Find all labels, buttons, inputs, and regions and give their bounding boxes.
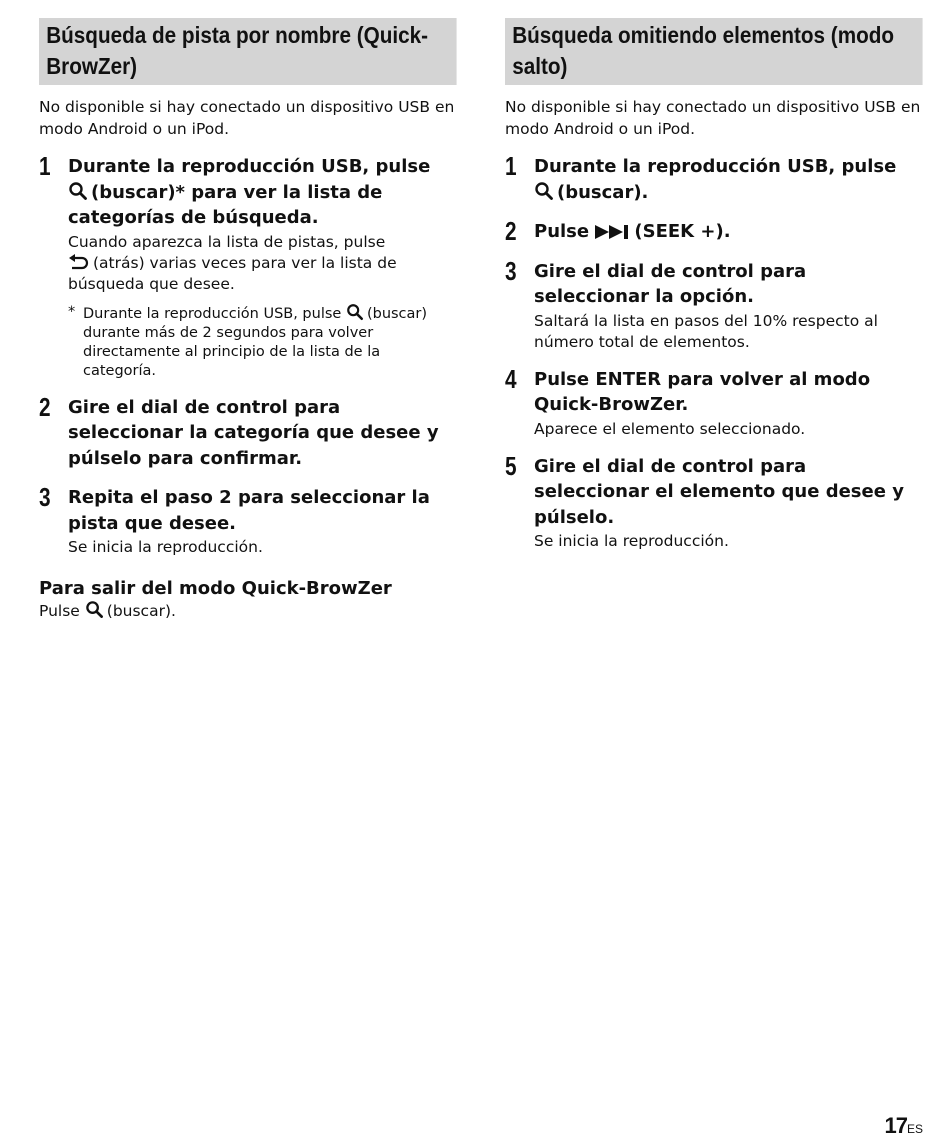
step-3 <box>505 255 923 353</box>
step-title-part: Pulse <box>534 221 590 242</box>
step-title-part: (buscar). <box>557 181 649 203</box>
step-5 <box>505 450 923 553</box>
step-title <box>534 219 923 245</box>
intro-text: No disponible si hay conectado un dispositivo USB en modo Android o un iPod. <box>39 98 455 138</box>
step-title <box>68 154 457 231</box>
step-detail-part: Cuando aparezca la lista de pistas, pulse <box>68 232 386 251</box>
step-number: 2 <box>505 216 517 246</box>
seek-next-icon <box>595 224 631 240</box>
section-heading-skip-mode: Búsqueda omitiendo elementos (modo salto) <box>505 18 923 85</box>
step-detail: Saltará la lista en pasos del 10% respecto al número total de elementos. <box>534 311 878 351</box>
step-4 <box>505 363 923 440</box>
step-title-part: (buscar)* para ver la lista de categorías de búsqueda. <box>68 181 383 228</box>
step-3 <box>39 482 457 558</box>
step-number: 1 <box>505 151 517 181</box>
step-detail: Aparece el elemento seleccionado. <box>534 419 806 438</box>
search-icon <box>68 181 88 201</box>
step-title-part: Durante la reproducción USB, pulse <box>534 156 897 177</box>
right-column <box>505 18 923 552</box>
step-detail: Se inicia la reproducción. <box>534 532 729 550</box>
footnote-part: Durante la reproducción USB, pulse <box>83 305 342 322</box>
step-number: 2 <box>39 391 51 422</box>
step-title: Repita el paso 2 para seleccionar la pista que desee. <box>68 487 430 534</box>
step-title: Pulse ENTER para volver al modo Quick-BrowZer. <box>534 368 871 415</box>
step-number: 3 <box>505 255 517 286</box>
language-code: ES <box>906 1122 923 1136</box>
step-title-part: (SEEK +). <box>634 221 731 242</box>
step-number: 4 <box>505 363 517 394</box>
step-title: Gire el dial de control para seleccionar el elemento que desee y púlselo. <box>534 455 904 528</box>
step-number: 1 <box>39 151 51 181</box>
step-number: 5 <box>505 450 517 481</box>
search-icon <box>346 303 364 321</box>
left-column <box>39 18 457 622</box>
step-title <box>534 154 923 205</box>
steps-list <box>505 151 923 552</box>
page-folio <box>885 1113 924 1139</box>
step-detail <box>68 232 457 295</box>
step-1 <box>505 151 923 205</box>
step-title: Gire el dial de control para seleccionar la categoría que desee y púlselo para confirmar. <box>68 396 439 469</box>
steps-list <box>39 151 457 558</box>
step-detail-part: (atrás) varias veces para ver la lista de búsqueda que desee. <box>68 253 397 293</box>
footnote-mark: * <box>68 303 76 320</box>
step-number: 3 <box>39 482 51 512</box>
search-icon <box>85 600 104 619</box>
footnote <box>68 303 457 381</box>
intro-text: No disponible si hay conectado un dispositivo USB en modo Android o un iPod. <box>505 98 921 138</box>
exit-text-part: (buscar). <box>106 602 176 620</box>
exit-text <box>39 600 457 622</box>
step-title-part: Durante la reproducción USB, pulse <box>68 156 431 177</box>
step-2 <box>39 391 457 472</box>
step-detail: Se inicia la reproducción. <box>68 538 263 556</box>
exit-text-part: Pulse <box>39 602 80 620</box>
exit-heading: Para salir del modo Quick-BrowZer <box>39 578 392 599</box>
page-number: 17 <box>884 1113 907 1138</box>
section-heading-quick-browzer: Búsqueda de pista por nombre (Quick-BrowZer) <box>39 18 457 85</box>
step-2 <box>505 216 923 246</box>
search-icon <box>534 181 554 201</box>
back-icon <box>68 254 90 271</box>
step-title: Gire el dial de control para seleccionar la opción. <box>534 260 807 307</box>
footnote-part: (buscar) durante más de 2 segundos para volver directamente al principio de la lista de la categoría. <box>83 305 428 379</box>
step-1 <box>39 151 457 381</box>
